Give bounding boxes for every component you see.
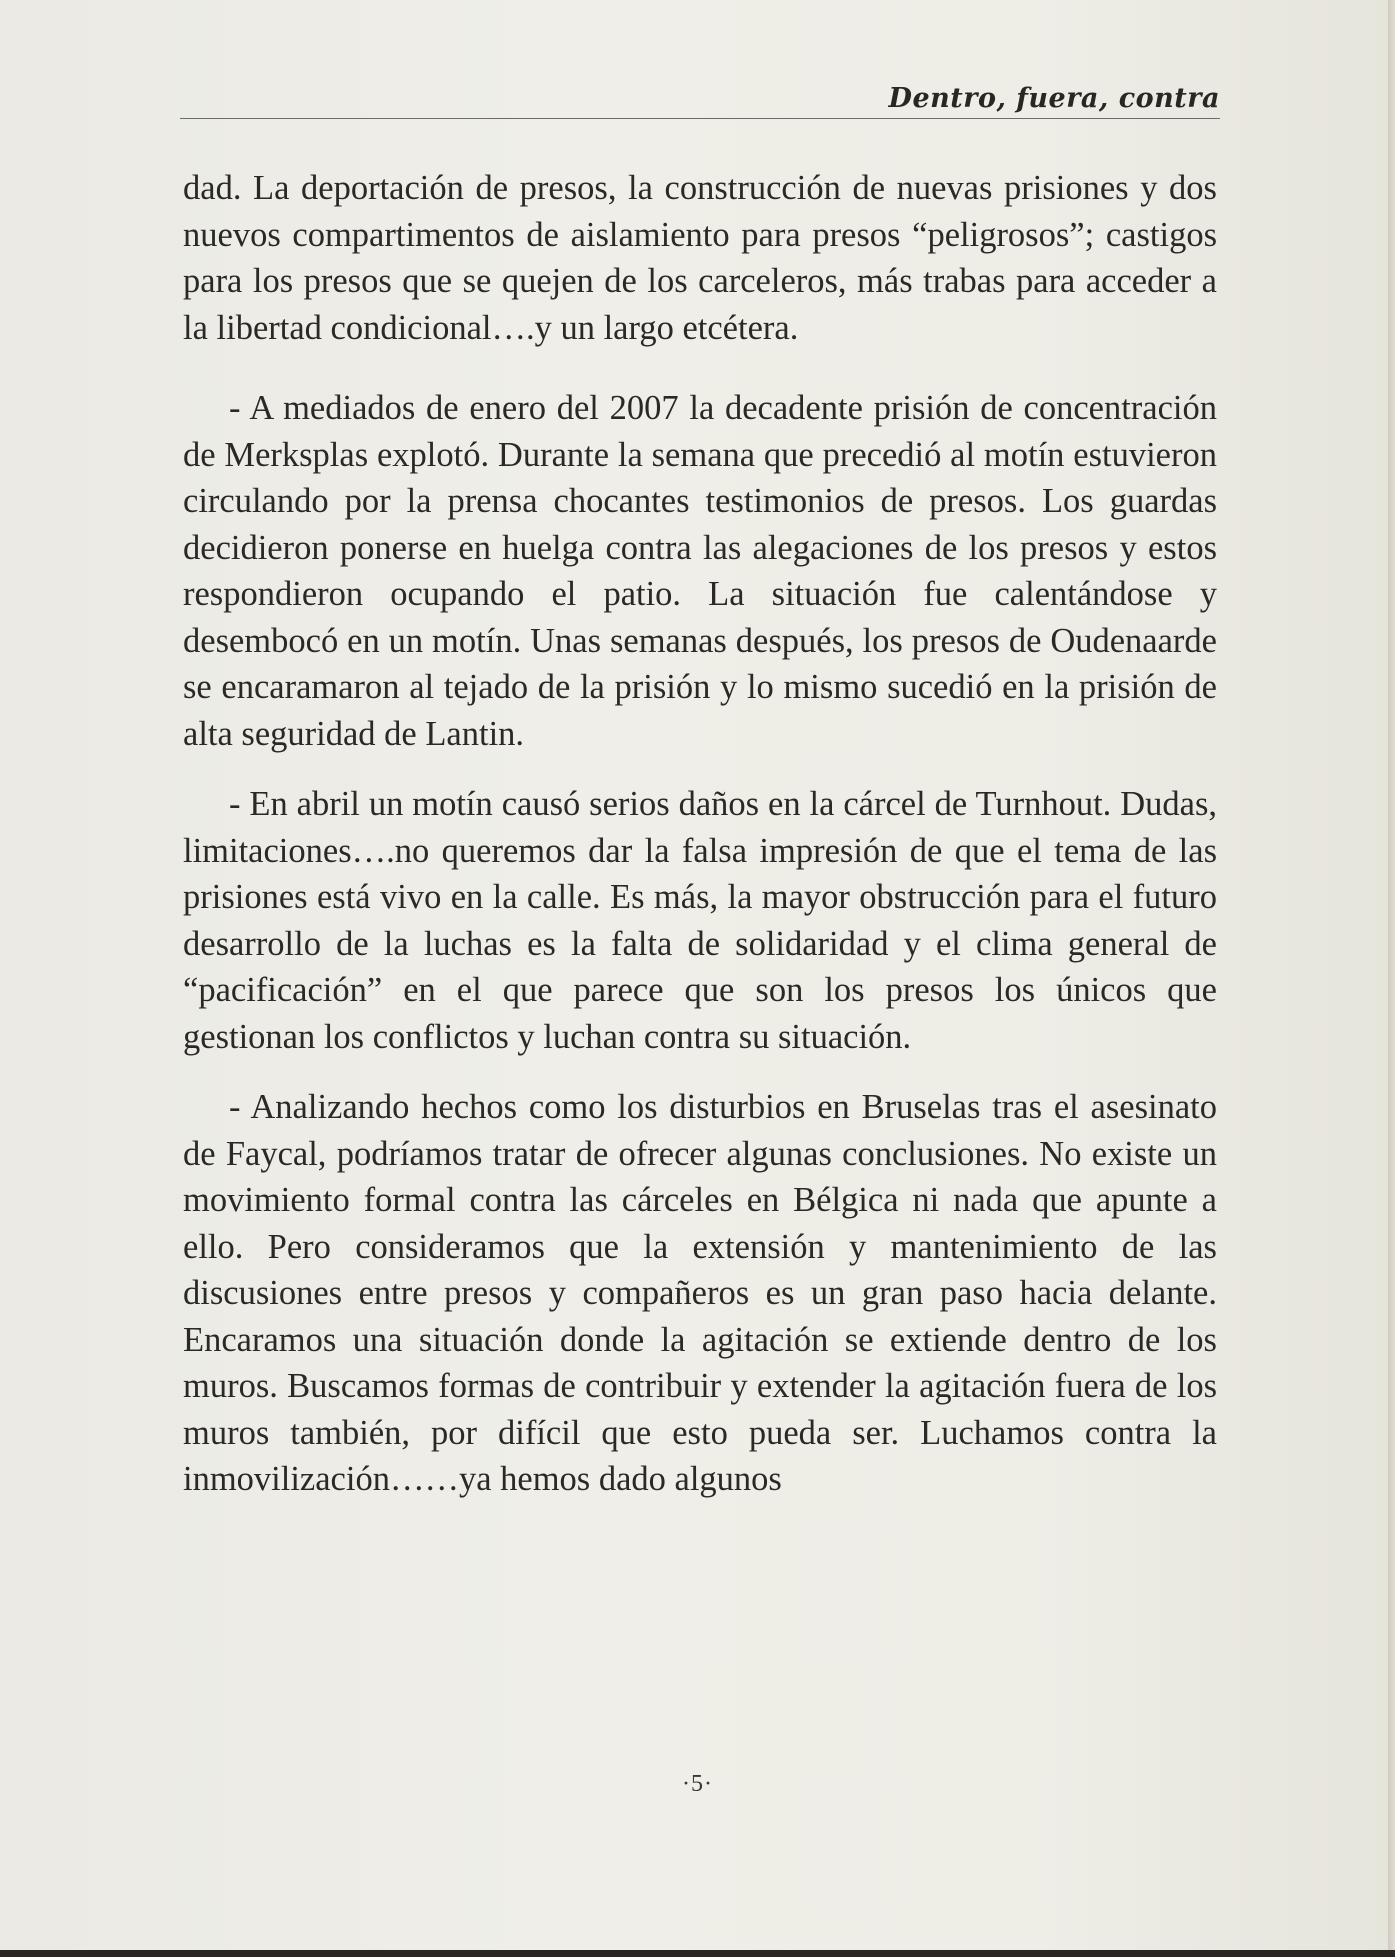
paragraph-3: - En abril un motín causó serios daños en la cárcel de Turnhout. Dudas, limitaciones….no queremos dar la falsa impresión de que el tema de las prisiones está vivo en la calle. Es más, la mayor obstrucción para el futuro desarrollo de la luchas es la falta de solidaridad y el clima general de “pacificación” en el que parece que son los presos los únicos que gestionan los conflictos y luchan contra su situación. [183, 785, 1217, 1056]
running-header [180, 72, 1220, 119]
page-edge-bottom [0, 1950, 1395, 1957]
page-number: ·5· [682, 1771, 713, 1797]
running-title: Dentro, fuera, contra [888, 83, 1220, 114]
paragraph-4: - Analizando hechos como los disturbios en Bruselas tras el asesinato de Faycal, podríamos tratar de ofrecer algunas conclusiones. No existe un movimiento formal contra las cárceles en Bélgica ni nada que apunte a ello. Pero consideramos que la extensión y mantenimiento de las discusiones entre presos y compañeros es un gran paso hacia delante. Encaramos una situación donde la agitación se extiende dentro de los muros. Buscamos formas de contribuir y extender la agitación fuera de los muros también, por difícil que esto pueda ser. Luchamos contra la inmovilización……ya hemos dado algunos [183, 1088, 1217, 1498]
paragraph-1: dad. La deportación de presos, la construcción de nuevas prisiones y dos nuevos compartimentos de aislamiento para presos “peligrosos”; castigos para los presos que se quejen de los carceleros, más trabas para acceder a la libertad condicional….y un largo etcétera. [183, 169, 1217, 347]
paragraph-2: - A mediados de enero del 2007 la decadente prisión de concentración de Merksplas explotó. Durante la semana que precedió al motín estuvieron circulando por la prensa chocantes testimonios de presos. Los guardas decidieron ponerse en huelga contra las alegaciones de los presos y estos respondieron ocupando el patio. La situación fue calentándose y desembocó en un motín. Unas semanas después, los presos de Oudenaarde se encaramaron al tejado de la prisión y lo mismo sucedió en la prisión de alta seguridad de Lantin. [183, 389, 1217, 753]
body-text [183, 165, 1217, 1503]
page-edge-right [1388, 0, 1395, 1957]
